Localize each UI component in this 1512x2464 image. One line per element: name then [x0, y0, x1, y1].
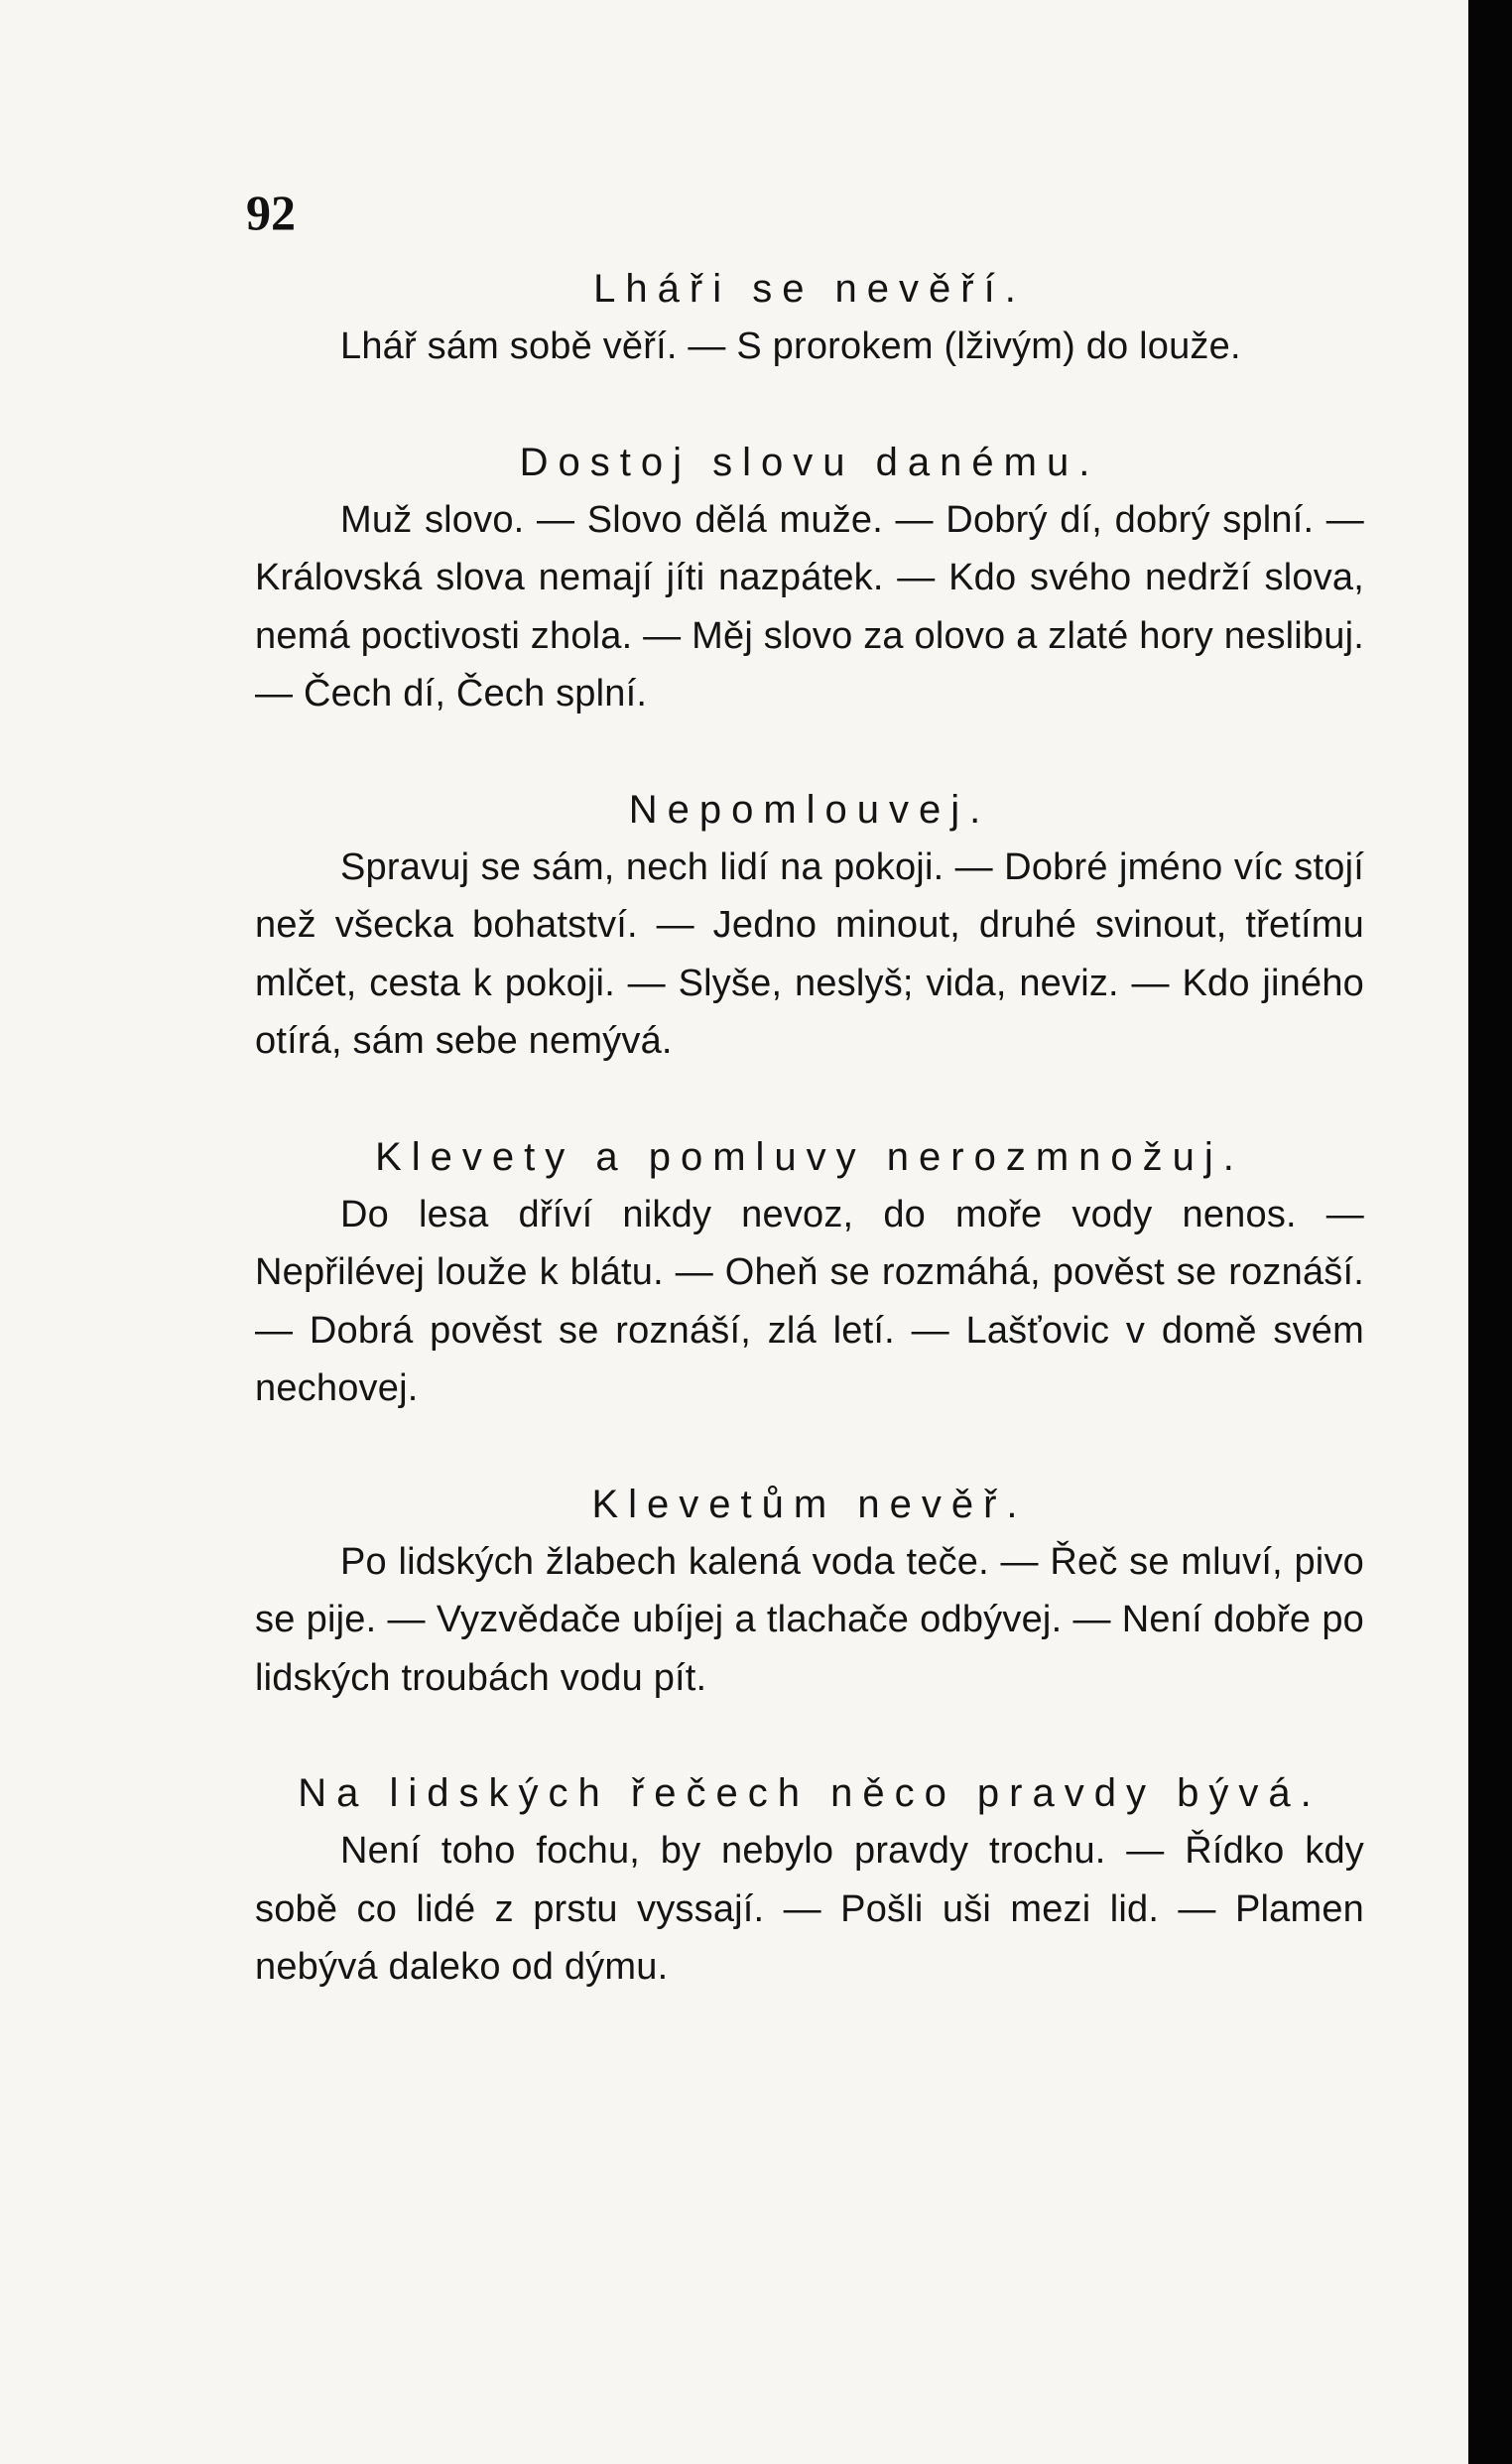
section-text: Muž slovo. — Slovo dělá muže. — Dobrý dí, dobrý splní. — Královská slova nemají jíti nazpátek. — Kdo svého nedrží slova, nemá poctivosti zhola. — Měj slovo za olovo a zlaté hory neslibuj. — Čech dí, Čech splní. — [255, 498, 1364, 714]
section-heading: Nepomlouvej. — [628, 787, 991, 832]
section-3 — [255, 781, 1364, 1071]
page-number: 92 — [246, 185, 296, 240]
section-4 — [255, 1128, 1364, 1418]
section-text: Lhář sám sobě věří. — S prorokem (lživým) do louže. — [340, 325, 1241, 367]
section-heading: Lháři se nevěří. — [593, 267, 1026, 311]
section-6 — [255, 1764, 1364, 1997]
section-heading: Na lidských řečech něco pravdy bývá. — [298, 1771, 1322, 1815]
scan-border — [1468, 0, 1512, 2464]
page-content — [255, 260, 1364, 1997]
section-5 — [255, 1476, 1364, 1708]
section-text: Do lesa dříví nikdy nevoz, do moře vody nenos. — Nepřilévej louže k blátu. — Oheň se rozmáhá, pověst se roznáší. — Dobrá pověst se roznáší, zlá letí. — Lašťovic v domě svém nechovej. — [255, 1193, 1364, 1409]
section-1 — [255, 260, 1364, 376]
section-text: Spravuj se sám, nech lidí na pokoji. — Dobré jméno víc stojí než všecka bohatství. — Jedno minout, druhé svinout, třetímu mlčet, cesta k pokoji. — Slyše, neslyš; vida, neviz. — Kdo jiného otírá, sám sebe nemývá. — [255, 845, 1364, 1062]
section-heading: Klevety a pomluvy nerozmnožuj. — [375, 1134, 1244, 1179]
section-2 — [255, 434, 1364, 723]
section-heading: Dostoj slovu danému. — [519, 440, 1100, 484]
section-text: Po lidských žlabech kalená voda teče. — Řeč se mluví, pivo se pije. — Vyzvědače ubíjej a tlachače odbývej. — Není dobře po lidských troubách vodu pít. — [255, 1540, 1364, 1699]
section-text: Není toho fochu, by nebylo pravdy trochu. — Řídko kdy sobě co lidé z prstu vyssají. — Pošli uši mezi lid. — Plamen nebývá daleko od dýmu. — [255, 1830, 1364, 1988]
section-heading: Klevetům nevěř. — [591, 1482, 1028, 1526]
